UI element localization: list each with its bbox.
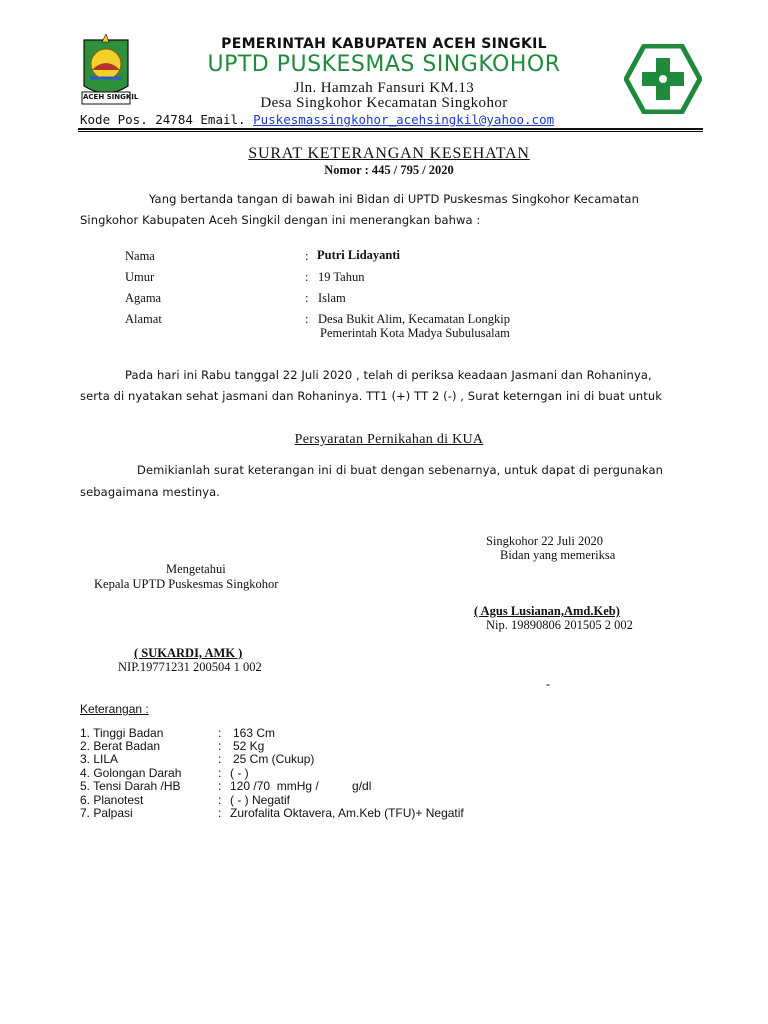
value-umur: 19 Tahun <box>318 270 365 284</box>
colon-alamat: : <box>305 312 309 326</box>
address-street: Jln. Hamzah Fansuri KM.13 <box>293 80 475 96</box>
colon-umur: : <box>305 270 309 284</box>
intro-line-2: Singkohor Kabupaten Aceh Singkil dengan ini menerangkan bahwa : <box>80 213 481 227</box>
trailing-dash: - <box>546 677 551 691</box>
note-colon: : <box>218 779 222 793</box>
acknowledged-label: Mengetahui <box>166 562 226 576</box>
label-umur: Umur <box>125 270 155 284</box>
value-agama: Islam <box>318 291 346 305</box>
email-link[interactable]: Puskesmassingkohor_acehsingkil@yahoo.com <box>253 112 555 127</box>
value-alamat: Desa Bukit Alim, Kecamatan Longkip <box>318 312 510 326</box>
note-value: 52 Kg <box>233 739 265 753</box>
note-value: ( - ) Negatif <box>230 793 291 807</box>
label-agama: Agama <box>125 291 162 305</box>
head-role: Kepala UPTD Puskesmas Singkohor <box>94 577 279 591</box>
government-title: PEMERINTAH KABUPATEN ACEH SINGKIL <box>221 36 547 52</box>
emblem-caption: ACEH SINGKIL <box>83 93 139 101</box>
exam-line-1: Pada hari ini Rabu tanggal 22 Juli 2020 , telah di periksa keadaan Jasmani dan Rohaninya, <box>125 368 652 382</box>
head-nip: NIP.19771231 200504 1 002 <box>118 660 262 674</box>
intro-line-1: Yang bertanda tangan di bawah ini Bidan di UPTD Puskesmas Singkohor Kecamatan <box>149 192 639 206</box>
value-alamat-line-2: Pemerintah Kota Madya Subulusalam <box>320 326 510 340</box>
note-label: 7. Palpasi <box>80 806 133 820</box>
document-title: SURAT KETERANGAN KESEHATAN <box>248 145 530 162</box>
note-value: ( - ) <box>230 766 249 780</box>
note-colon: : <box>218 726 222 740</box>
exam-line-2: serta di nyatakan sehat jasmani dan Rohaninya. TT1 (+) TT 2 (-) , Surat keterngan ini di buat untuk <box>80 389 662 403</box>
header-rule-thin <box>78 131 703 132</box>
value-nama: Putri Lidayanti <box>317 248 400 262</box>
note-label: 5. Tensi Darah /HB <box>80 779 181 793</box>
note-label: 4. Golongan Darah <box>80 766 182 780</box>
place-date: Singkohor 22 Juli 2020 <box>486 534 604 548</box>
label-alamat: Alamat <box>125 312 162 326</box>
contact-line <box>80 112 554 127</box>
note-label: 6. Planotest <box>80 793 144 807</box>
note-value: 120 /70 mmHg / g/dl <box>230 779 372 793</box>
closing-line-2: sebagaimana mestinya. <box>80 485 221 499</box>
note-colon: : <box>218 752 222 766</box>
organization-title: UPTD PUSKESMAS SINGKOHOR <box>207 52 561 77</box>
note-colon: : <box>218 766 222 780</box>
head-name: ( SUKARDI, AMK ) <box>134 646 243 660</box>
note-label: 2. Berat Badan <box>80 739 161 753</box>
note-colon: : <box>218 793 222 807</box>
address-village: Desa Singkohor Kecamatan Singkohor <box>260 95 508 111</box>
document-number: Nomor : 445 / 795 / 2020 <box>324 163 454 177</box>
note-colon: : <box>218 806 222 820</box>
midwife-name: ( Agus Lusianan,Amd.Keb) <box>474 604 620 618</box>
label-nama: Nama <box>125 249 155 263</box>
note-colon: : <box>218 739 222 753</box>
note-label: 3. LILA <box>80 752 119 766</box>
colon-nama: : <box>305 249 309 263</box>
notes-title: Keterangan : <box>80 702 149 716</box>
note-value: 25 Cm (Cukup) <box>233 752 315 766</box>
note-label: 1. Tinggi Badan <box>80 726 164 740</box>
note-value: Zurofalita Oktavera, Am.Keb (TFU)+ Negatif <box>230 806 464 820</box>
note-value: 163 Cm <box>233 726 276 740</box>
midwife-nip: Nip. 19890806 201505 2 002 <box>486 618 633 632</box>
header-rule-thick <box>78 128 703 130</box>
colon-agama: : <box>305 291 309 305</box>
midwife-role: Bidan yang memeriksa <box>500 548 616 562</box>
postal-code: Kode Pos. 24784 Email. <box>80 112 246 127</box>
closing-line-1: Demikianlah surat keterangan ini di buat dengan sebenarnya, untuk dapat di pergunakan <box>137 463 663 477</box>
puskesmas-logo <box>624 44 702 114</box>
purpose-heading: Persyaratan Pernikahan di KUA <box>294 432 484 447</box>
